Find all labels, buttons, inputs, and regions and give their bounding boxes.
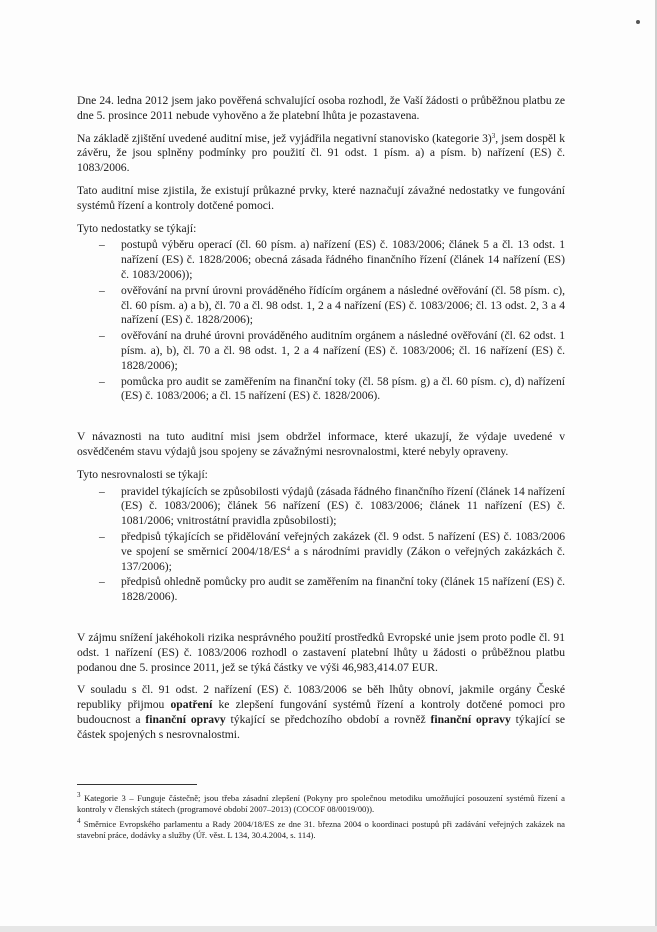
footnote-text: Kategorie 3 – Funguje částečně; jsou třeba zásadní zlepšení (Pokyny pro společnou metodiku umožňující posouzení systémů řízení a kontroly v členských státech (programové období 2007–2013) (COCOF 08/0019/00)). (77, 793, 565, 814)
paragraph-audit-basis (77, 132, 565, 176)
bold-financial-corrections: finanční opravy (145, 712, 226, 726)
list-item (121, 530, 565, 574)
paragraph-resumption (77, 683, 565, 742)
footnote (77, 819, 565, 841)
spacer (77, 410, 565, 430)
list-item: – pravidel týkajících se způsobilosti výdajů (zásada řádného finančního řízení (článek 14 nařízení (ES) č. 1083/2006); článek 56 nařízení (ES) č. 1083/2006; článek 11 nařízení (ES) č. 1081/2006; vnitrostátní pravidla způsobilosti); (121, 485, 565, 529)
paragraph-audit-basis-rest: , jsem dospěl k závěru, že jsou splněny podmínky pro použití čl. 91 odst. 1 písm. a) a písm. b) nařízení (ES) č. 1083/2006. (77, 131, 566, 175)
text-run: ke zlepšení fungování systémů řízení a kontroly dotčené pomoci pro budoucnost a (77, 698, 565, 726)
deficiencies-heading: Tyto nedostatky se týkají: (77, 221, 197, 235)
text-run: týkající se předchozího období a rovněž (225, 712, 431, 726)
list-item: – předpisů ohledně pomůcky pro audit se zaměřením na finanční toky (článek 15 nařízení (ES) č. 1828/2006). (121, 575, 565, 605)
footnote-number: 3 (77, 791, 81, 799)
irregularities-list (77, 485, 565, 605)
letter-body (77, 94, 565, 750)
footnote-ref-4: 4 (286, 544, 291, 553)
list-item: – pomůcka pro audit se zaměřením na finanční toky (čl. 58 písm. g) a čl. 60 písm. c), d) nařízení (ES) č. 1083/2006; a čl. 15 nařízení (ES) č. 1828/2006). (121, 375, 565, 405)
footnote-ref-3: 3 (491, 131, 496, 140)
footnote-text: Směrnice Evropského parlamentu a Rady 2004/18/ES ze dne 31. března 2004 o koordinaci postupů při zadávání veřejných zakázek na stavební práce, dodávky a služby (Úř. věst. L 134, 30.4.2004, s. 114). (77, 819, 565, 840)
text-run: týkající se částek spojených s nesrovnalostmi. (77, 712, 565, 741)
paragraph-irregularities-info: V návaznosti na tuto auditní misi jsem obdržel informace, které ukazují, že výdaje uvedené v osvědčeném stavu výdajů jsou spojeny se závažnými nesrovnalostmi, které nebyly opraveny. (77, 430, 565, 458)
list-item: – ověřování na první úrovni prováděného řídícím orgánem a následné ověřování (čl. 58 písm. c), čl. 60 písm. a) a b), čl. 70 a čl. 98 odst. 1, 2 a 4 nařízení (ES) č. 1083/2006; čl. 13 odst. 2, 3 a 4 nařízení (ES) č. 1828/2006); (121, 284, 565, 328)
scan-mark (636, 20, 640, 24)
list-item: – postupů výběru operací (čl. 60 písm. a) nařízení (ES) č. 1083/2006; článek 5 a čl. 13 odst. 1 nařízení (ES) č. 1828/2006; obecná zásada řádného finančního řízení (článek 14 nařízení (ES) č. 1083/2006)); (121, 238, 565, 282)
bold-financial-corrections: finanční opravy (430, 712, 511, 726)
deficiencies-list (77, 238, 565, 404)
list-item-rest: a s národními pravidly (Zákon o veřejných zakázkách č. 137/2006); (121, 544, 565, 573)
paragraph-audit-findings: Tato auditní mise zjistila, že existují průkazné prvky, které naznačují závažné nedostatky ve fungování systémů řízení a kontroly dotčené pomoci. (77, 183, 565, 212)
footnote (77, 793, 565, 815)
text-run: V souladu s čl. 91 odst. 2 nařízení (ES) č. 1083/2006 se běh lhůty obnoví, jakmile orgány České republiky přijmou (77, 683, 565, 712)
footnotes (77, 784, 565, 845)
footnote-number: 4 (77, 817, 81, 825)
page-bottom-edge (0, 926, 657, 932)
footnote-separator (77, 784, 197, 785)
list-item: – ověřování na druhé úrovni prováděného auditním orgánem a následné ověřování (čl. 62 odst. 1 písm. a), b), čl. 70 a čl. 98 odst. 1, 2 a 4 nařízení (ES) č. 1083/2006; čl. 16 nařízení (ES) č. 1828/2006); (121, 329, 565, 373)
paragraph-payment-suspension: V zájmu snížení jakéhokoli rizika nesprávného použití prostředků Evropské unie jsem proto podle čl. 91 odst. 1 nařízení (ES) č. 1083/2006 rozhodl o zastavení platební lhůty u žádosti o průběžnou platbu podanou dne 5. prosince 2011, jež se týká částky ve výši 46,983,414.07 EUR. (77, 630, 565, 674)
bold-measures: opatření (170, 698, 213, 712)
spacer (77, 611, 565, 631)
paragraph-decision: Dne 24. ledna 2012 jsem jako pověřená schvalující osoba rozhodl, že Vaší žádosti o průběžnou platbu ze dne 5. prosince 2011 nebude vyhověno a že platební lhůta je pozastavena. (77, 94, 565, 122)
paragraph-audit-basis-text: Na základě zjištění uvedené auditní mise, jež vyjádřila negativní stanovisko (kategorie 3) (77, 131, 492, 145)
irregularities-heading: Tyto nesrovnalosti se týkají: (77, 467, 208, 481)
list-item-text: předpisů týkajících se přidělování veřejných zakázek (čl. 9 odst. 5 nařízení (ES) č. 1083/2006 ve spojení se směrnicí 2004/18/ES (121, 529, 565, 558)
